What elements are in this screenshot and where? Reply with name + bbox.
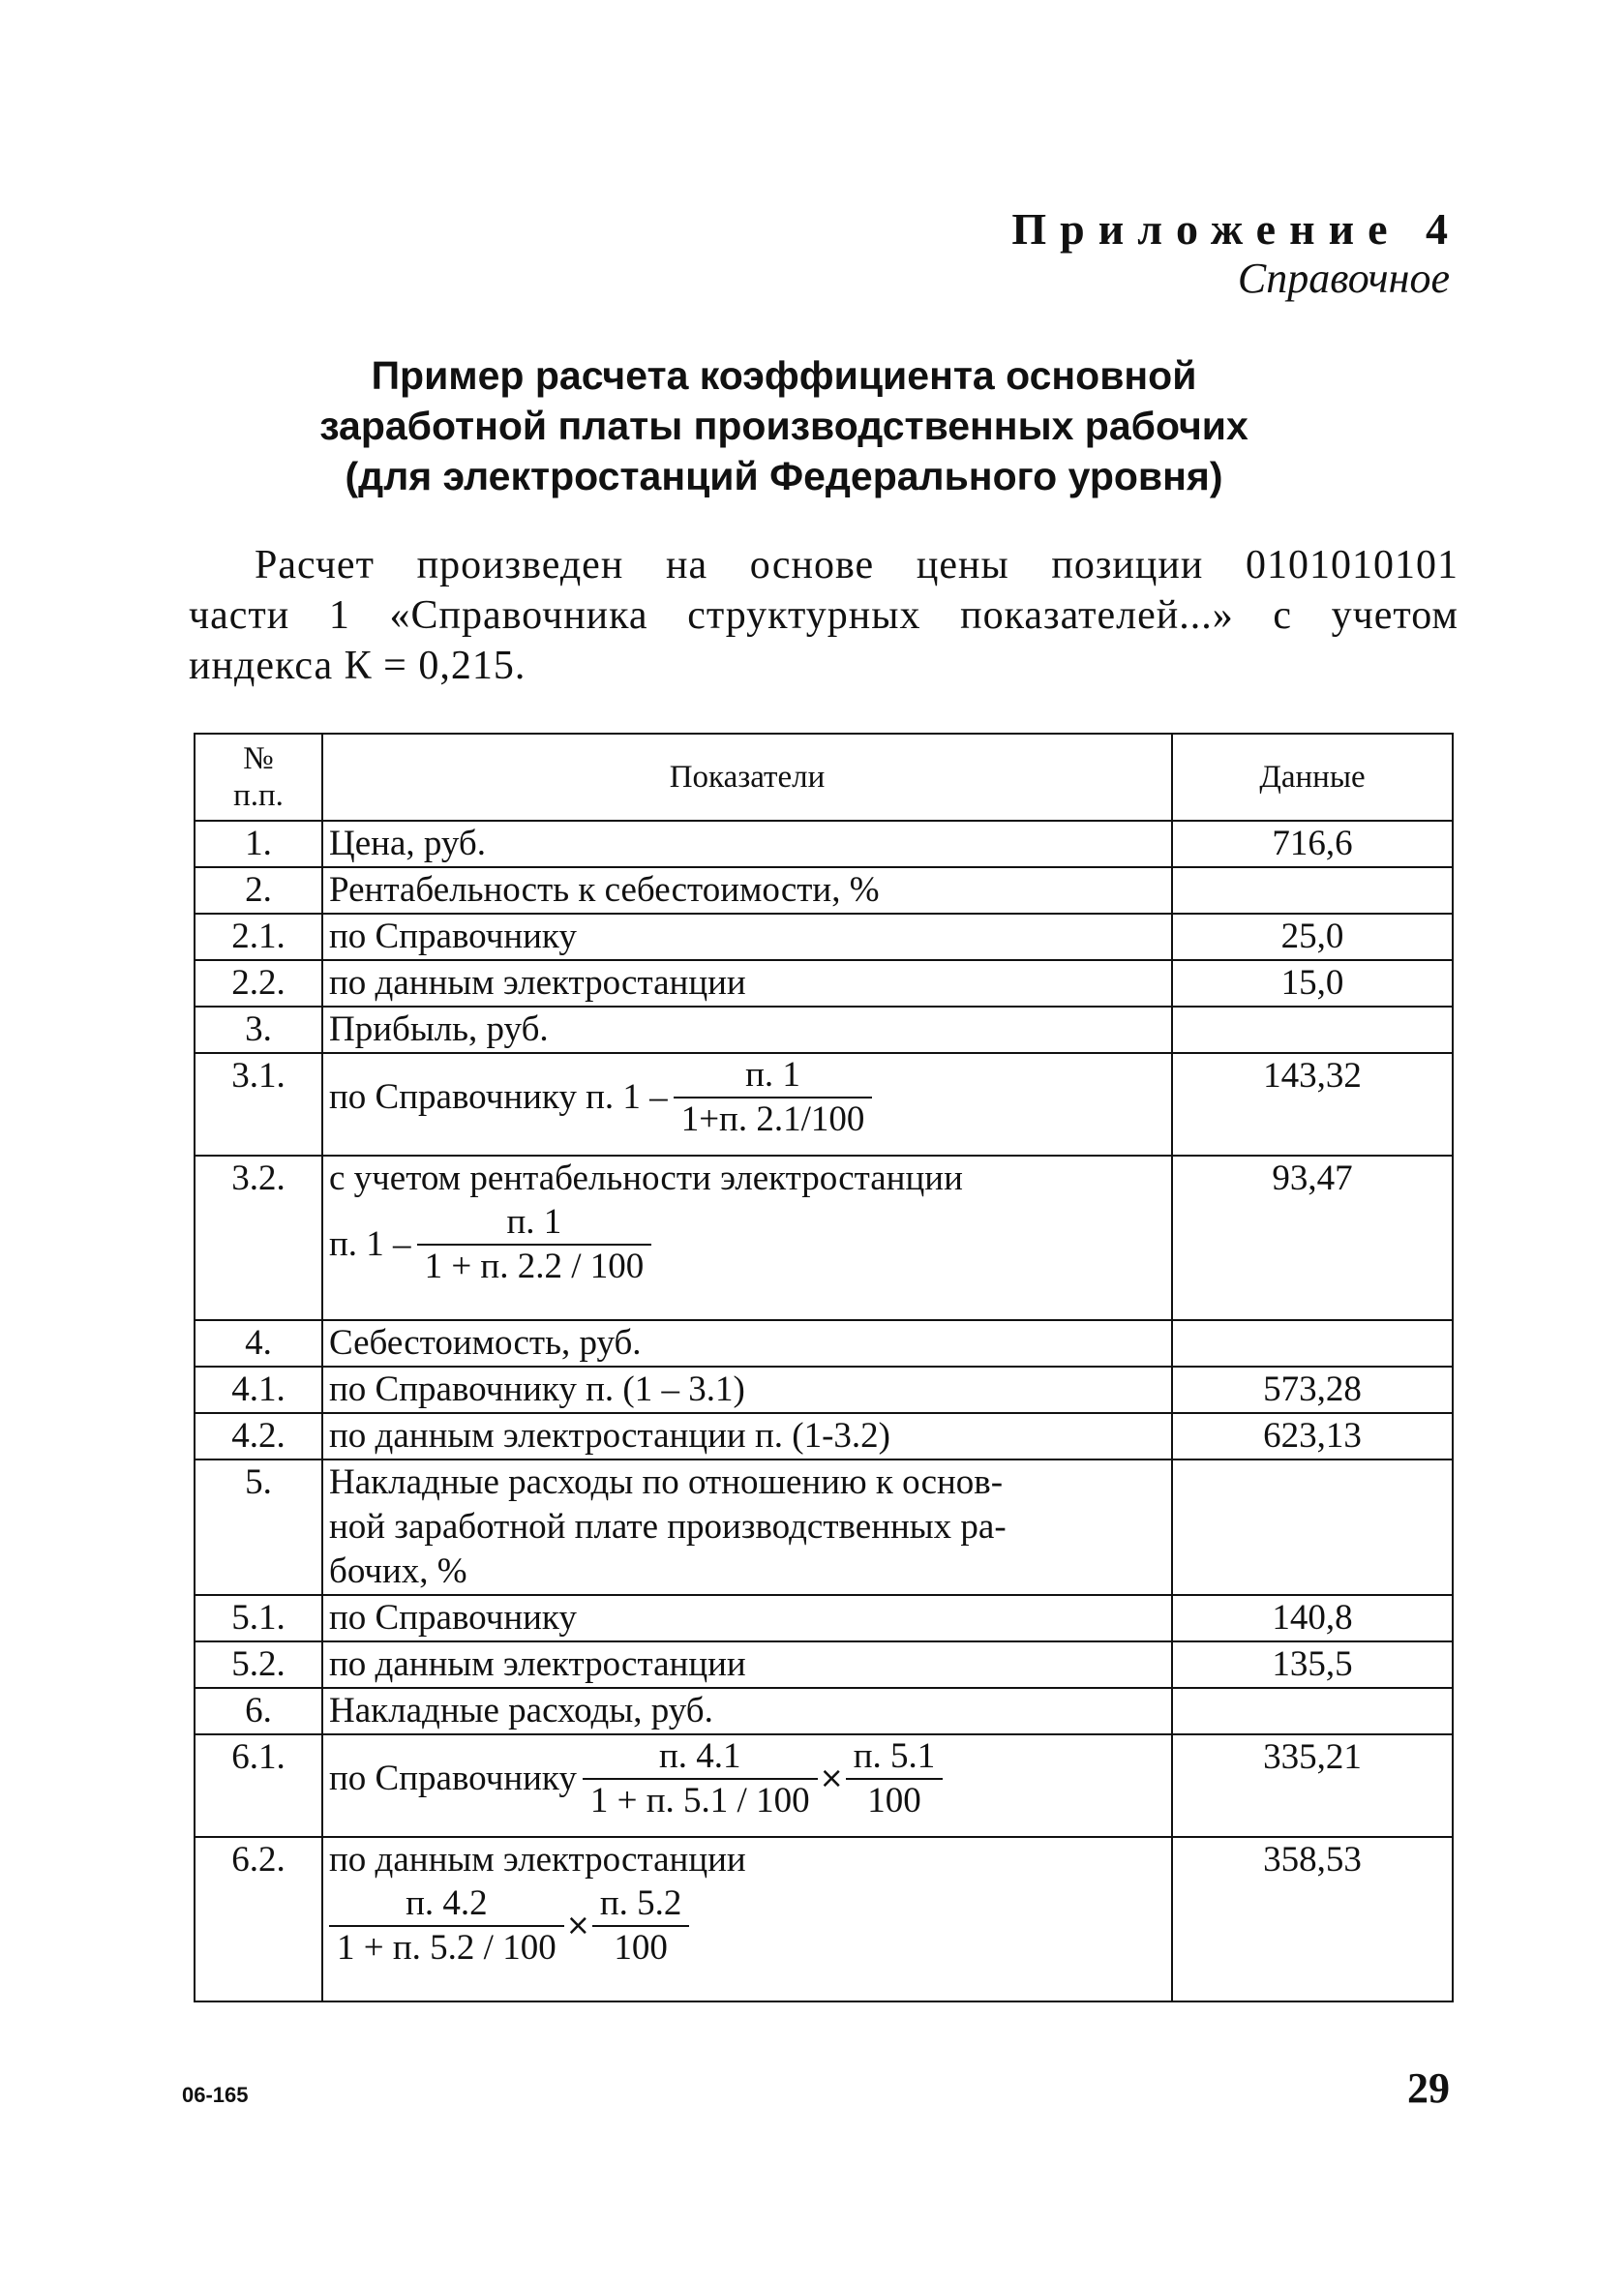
row-description: по Справочнику (322, 1595, 1172, 1641)
formula (329, 1201, 1165, 1288)
row-value: 15,0 (1172, 960, 1453, 1007)
row-number: 3.1. (195, 1053, 322, 1156)
fraction-numerator: п. 5.2 (599, 1883, 682, 1923)
row-value (1172, 1688, 1453, 1734)
row-number: 4.1. (195, 1367, 322, 1413)
row-description: Накладные расходы, руб. (322, 1688, 1172, 1734)
row-number: 2.2. (195, 960, 322, 1007)
fraction (674, 1054, 873, 1141)
appendix-type: Справочное (1237, 255, 1450, 302)
row-description: по данным электростанции п. (1-3.2) (322, 1413, 1172, 1459)
formula (329, 1735, 1165, 1822)
row-number: 6.2. (195, 1837, 322, 2001)
row-number: 6.1. (195, 1734, 322, 1837)
table-row (195, 1734, 1453, 1837)
row-value: 135,5 (1172, 1641, 1453, 1688)
formula (329, 1882, 1165, 1970)
row-number: 4. (195, 1320, 322, 1367)
table-row (195, 1459, 1453, 1595)
calculation-table (194, 733, 1454, 2002)
row-number: 2.1. (195, 914, 322, 960)
row-description-line: ной заработной плате производственных ра- (329, 1507, 1007, 1547)
fraction-denominator: 100 (846, 1778, 944, 1822)
row-description: Себестоимость, руб. (322, 1320, 1172, 1367)
row-value (1172, 1459, 1453, 1595)
intro-line-2: части 1 «Справочника структурных показателей...» с учетом (189, 593, 1459, 638)
document-title (223, 350, 1345, 501)
table-row (195, 914, 1453, 960)
fraction (592, 1882, 690, 1970)
table-row (195, 1837, 1453, 2001)
row-number: 4.2. (195, 1413, 322, 1459)
row-description: Рентабельность к себестоимости, % (322, 867, 1172, 914)
row-value (1172, 1320, 1453, 1367)
intro-line-3: индекса К = 0,215. (189, 644, 526, 688)
formula-prefix: по Справочнику п. 1 – (329, 1077, 668, 1117)
title-line-3: (для электростанций Федерального уровня) (345, 454, 1223, 498)
title-line-1: Пример расчета коэффициента основной (371, 353, 1197, 398)
table-row (195, 1320, 1453, 1367)
table-row (195, 867, 1453, 914)
row-value: 93,47 (1172, 1156, 1453, 1320)
row-value: 143,32 (1172, 1053, 1453, 1156)
row-value: 358,53 (1172, 1837, 1453, 2001)
table-row (195, 1641, 1453, 1688)
row-value: 623,13 (1172, 1413, 1453, 1459)
multiply-sign: × (819, 1761, 844, 1795)
row-value: 140,8 (1172, 1595, 1453, 1641)
row-description: по данным электростанции (322, 960, 1172, 1007)
formula-prefix: п. 1 – (329, 1224, 411, 1264)
row-value (1172, 867, 1453, 914)
row-number: 3. (195, 1007, 322, 1053)
table-row (195, 1413, 1453, 1459)
row-number: 3.2. (195, 1156, 322, 1320)
formula (329, 1054, 1165, 1141)
row-number: 5.2. (195, 1641, 322, 1688)
fraction (417, 1201, 652, 1288)
row-formula (322, 1053, 1172, 1156)
row-number: 2. (195, 867, 322, 914)
row-formula (322, 1734, 1172, 1837)
table-row (195, 1367, 1453, 1413)
header-number-sign: № (243, 741, 274, 776)
fraction (846, 1735, 944, 1822)
table-header-row (195, 734, 1453, 821)
fraction-denominator: 1 + п. 5.1 / 100 (583, 1778, 818, 1822)
fraction (329, 1882, 564, 1970)
row-description: по данным электростанции (329, 1840, 746, 1880)
fraction-denominator: 1 + п. 5.2 / 100 (329, 1925, 564, 1970)
row-description: Прибыль, руб. (322, 1007, 1172, 1053)
row-description-line: Накладные расходы по отношению к основ- (329, 1462, 1004, 1502)
table-row (195, 1595, 1453, 1641)
row-number: 6. (195, 1688, 322, 1734)
intro-line-1: Расчет произведен на основе цены позиции 0101010101 (255, 543, 1459, 587)
row-description: по данным электростанции (322, 1641, 1172, 1688)
row-number: 1. (195, 821, 322, 867)
title-line-2: заработной платы производственных рабочих (319, 404, 1248, 448)
appendix-label: Приложение 4 (1011, 204, 1461, 254)
header-number-abbrev: п.п. (233, 778, 284, 813)
document-code: 06-165 (182, 2083, 249, 2107)
fraction (583, 1735, 818, 1822)
fraction-denominator: 1 + п. 2.2 / 100 (417, 1244, 652, 1288)
row-description (322, 1459, 1172, 1595)
fraction-numerator: п. 4.2 (406, 1883, 488, 1923)
table-row (195, 1688, 1453, 1734)
row-formula (322, 1837, 1172, 2001)
fraction-numerator: п. 5.1 (853, 1736, 936, 1776)
row-description: Цена, руб. (322, 821, 1172, 867)
table-row (195, 1007, 1453, 1053)
row-formula (322, 1156, 1172, 1320)
row-value: 25,0 (1172, 914, 1453, 960)
table-row (195, 960, 1453, 1007)
fraction-numerator: п. 4.1 (658, 1736, 741, 1776)
page-number: 29 (1407, 2064, 1450, 2112)
row-value: 573,28 (1172, 1367, 1453, 1413)
row-value: 716,6 (1172, 821, 1453, 867)
row-value (1172, 1007, 1453, 1053)
intro-paragraph (189, 540, 1459, 691)
table-row (195, 1156, 1453, 1320)
formula-prefix: по Справочнику (329, 1759, 577, 1798)
fraction-denominator: 1+п. 2.1/100 (674, 1097, 873, 1141)
header-data: Данные (1172, 734, 1453, 821)
row-description: по Справочнику (322, 914, 1172, 960)
fraction-denominator: 100 (592, 1925, 690, 1970)
row-description: по Справочнику п. (1 – 3.1) (322, 1367, 1172, 1413)
header-indicators: Показатели (322, 734, 1172, 821)
table-row (195, 821, 1453, 867)
row-number: 5. (195, 1459, 322, 1595)
row-description-line: бочих, % (329, 1551, 467, 1591)
fraction-numerator: п. 1 (745, 1055, 800, 1095)
fraction-numerator: п. 1 (506, 1202, 562, 1242)
header-number (195, 734, 322, 821)
row-description: с учетом рентабельности электростанции (329, 1159, 963, 1198)
table-row (195, 1053, 1453, 1156)
row-value: 335,21 (1172, 1734, 1453, 1837)
row-number: 5.1. (195, 1595, 322, 1641)
multiply-sign: × (565, 1909, 590, 1942)
